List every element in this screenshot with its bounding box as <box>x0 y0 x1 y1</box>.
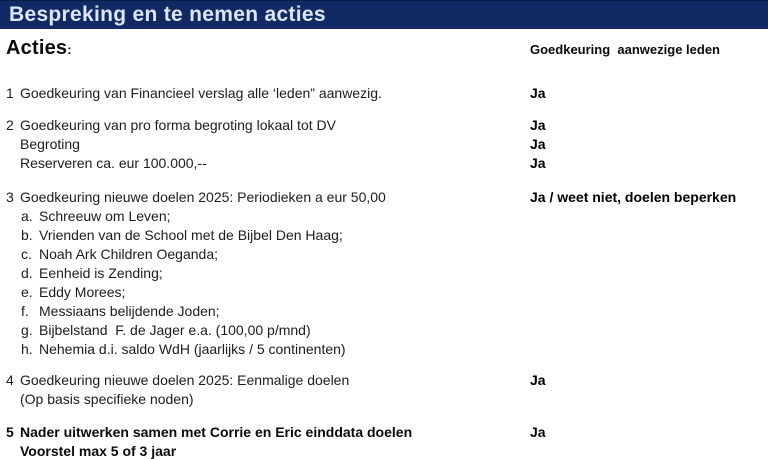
row-number <box>6 390 20 409</box>
content-area <box>0 29 768 459</box>
approval-column <box>530 371 768 409</box>
action-continuation-line <box>6 442 530 459</box>
approval-column <box>530 116 768 173</box>
sub-item-letter: h. <box>21 341 33 357</box>
row-text: Begroting <box>20 136 80 152</box>
approval-column <box>530 423 768 459</box>
row-number: 5 <box>6 424 14 440</box>
row-number: 2 <box>6 117 14 133</box>
approval-column-header: Goedkeuring aanwezige leden <box>530 42 720 57</box>
action-rows <box>6 84 768 459</box>
action-row-text-column <box>6 371 530 409</box>
sub-item-text: Bijbelstand F. de Jager e.a. (100,00 p/mnd) <box>39 322 311 338</box>
approval-value: Ja <box>530 85 546 101</box>
action-row-text-column <box>6 188 530 359</box>
approval-value: Ja <box>530 372 546 388</box>
section-heading-text: Acties <box>6 37 68 59</box>
sub-item-letter: b. <box>21 227 33 243</box>
sub-item-letter: d. <box>21 265 33 281</box>
sub-item-letter: a. <box>21 208 33 224</box>
title-bar <box>0 0 768 29</box>
row-text: Goedkeuring van Financieel verslag alle ‘leden” aanwezig. <box>20 85 382 101</box>
sub-item-text: Messiaans belijdende Joden; <box>39 303 220 319</box>
section-heading-colon: : <box>67 42 72 57</box>
sub-item-line <box>21 226 530 245</box>
sub-item-line <box>21 321 530 340</box>
row-text: Goedkeuring van pro forma begroting lokaal tot DV <box>20 117 336 133</box>
action-row <box>6 371 768 409</box>
action-row-text-column <box>6 84 530 103</box>
sub-item-line <box>21 264 530 283</box>
sub-item-text: Noah Ark Children Oeganda; <box>39 246 218 262</box>
action-row <box>6 188 768 359</box>
page-title: Bespreking en te nemen acties <box>9 3 326 26</box>
approval-value: Ja <box>530 155 546 171</box>
sub-item-text: Eddy Morees; <box>39 284 126 300</box>
row-text: Goedkeuring nieuwe doelen 2025: Periodieken a eur 50,00 <box>20 189 386 205</box>
approval-value: Ja <box>530 424 546 440</box>
action-line <box>6 371 530 390</box>
sub-item-text: Schreeuw om Leven; <box>39 208 171 224</box>
action-continuation-line <box>6 154 530 173</box>
approval-value: Ja <box>530 117 546 133</box>
action-continuation-line <box>6 390 530 409</box>
sub-item-line <box>21 340 530 359</box>
row-number: 1 <box>6 85 14 101</box>
row-number <box>6 442 20 459</box>
row-text: Voorstel max 5 of 3 jaar <box>20 443 177 459</box>
row-text: Reserveren ca. eur 100.000,-- <box>20 155 207 171</box>
action-line <box>6 116 530 135</box>
action-line <box>6 423 530 442</box>
sub-item-text: Nehemia d.i. saldo WdH (jaarlijks / 5 continenten) <box>39 341 346 357</box>
action-line <box>6 188 530 207</box>
action-line <box>6 84 530 103</box>
sub-item-line <box>21 207 530 226</box>
action-row <box>6 116 768 173</box>
row-text: Nader uitwerken samen met Corrie en Eric einddata doelen <box>20 424 413 440</box>
sub-item-letter: f. <box>21 303 29 319</box>
action-row <box>6 84 768 103</box>
sub-item-letter: c. <box>21 246 32 262</box>
row-number: 4 <box>6 372 14 388</box>
sub-item-text: Vrienden van de School met de Bijbel Den Haag; <box>39 227 343 243</box>
header-row <box>6 37 768 60</box>
approval-value: Ja <box>530 136 546 152</box>
sub-item-text: Eenheid is Zending; <box>39 265 163 281</box>
sub-item-line <box>21 302 530 321</box>
action-row-text-column <box>6 116 530 173</box>
row-number: 3 <box>6 189 14 205</box>
action-row <box>6 423 768 459</box>
sub-item-line <box>21 245 530 264</box>
approval-value: Ja / weet niet, doelen beperken <box>530 189 737 205</box>
action-row-text-column <box>6 423 530 459</box>
approval-column <box>530 84 768 103</box>
row-number <box>6 154 20 173</box>
row-text: (Op basis specifieke noden) <box>20 391 194 407</box>
row-text: Goedkeuring nieuwe doelen 2025: Eenmalige doelen <box>20 372 350 388</box>
sub-item-letter: e. <box>21 284 33 300</box>
sub-item-letter: g. <box>21 322 33 338</box>
approval-column <box>530 188 768 359</box>
section-heading <box>6 37 530 60</box>
row-number <box>6 135 20 154</box>
sub-item-line <box>21 283 530 302</box>
action-continuation-line <box>6 135 530 154</box>
